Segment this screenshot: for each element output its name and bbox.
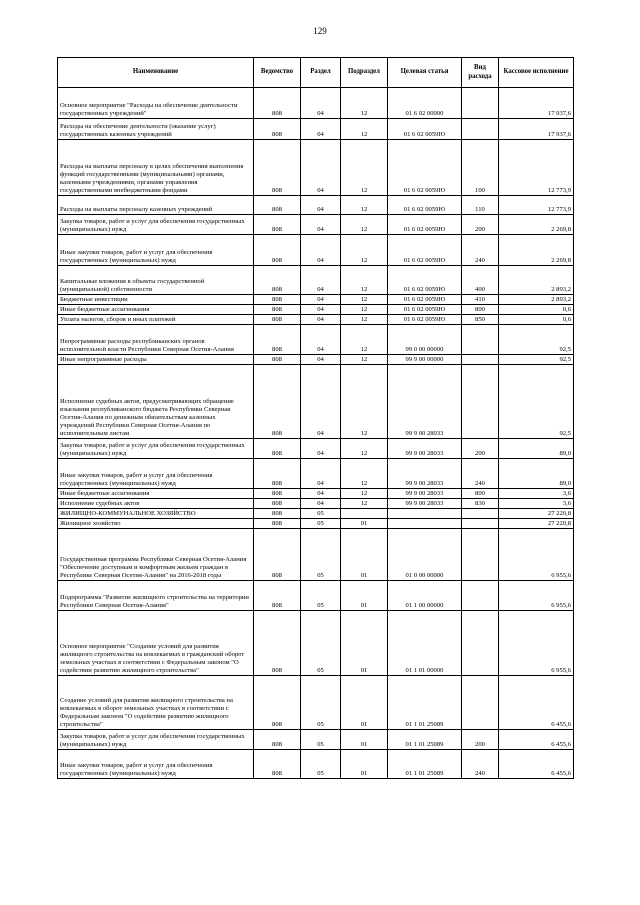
- cell-target-article: 99 0 00 00000: [388, 325, 462, 355]
- header-name: Наименование: [58, 58, 254, 88]
- cell-name: Основное мероприятие "Создание условий для развития жилищного строительства на вовлекаемых в гражданский оборот земельных участках в соответствии с Федеральным законом "О содействии развитию жилищного строительства": [58, 611, 254, 676]
- cell-name: ЖИЛИЩНО-КОММУНАЛЬНОЕ ХОЗЯЙСТВО: [58, 509, 254, 519]
- table-row: [58, 529, 574, 581]
- cell-cash-execution: 2 893,2: [499, 266, 574, 295]
- cell-section: 04: [301, 196, 341, 215]
- cell-subsection: 01: [341, 730, 388, 750]
- cell-expense-type: 240: [462, 235, 499, 266]
- cell-cash-execution: 12 773,9: [499, 140, 574, 196]
- cell-subsection: 12: [341, 88, 388, 119]
- cell-name: Расходы на обеспечение деятельности (оказание услуг) государственных казенных учреждений: [58, 119, 254, 140]
- cell-subsection: 01: [341, 581, 388, 611]
- cell-subsection: 12: [341, 315, 388, 325]
- cell-department: 808: [254, 196, 301, 215]
- cell-subsection: 01: [341, 676, 388, 730]
- cell-section: 04: [301, 140, 341, 196]
- cell-subsection: 12: [341, 196, 388, 215]
- table-row: [58, 119, 574, 140]
- page-number: 129: [313, 26, 327, 36]
- cell-section: 05: [301, 529, 341, 581]
- cell-expense-type: [462, 519, 499, 529]
- header-target-article: Целевая статья: [388, 58, 462, 88]
- table-row: [58, 581, 574, 611]
- cell-name: Закупка товаров, работ и услуг для обеспечения государственных (муниципальных) нужд: [58, 730, 254, 750]
- cell-subsection: 01: [341, 750, 388, 779]
- cell-name: Создание условий для развития жилищного строительства на вовлекаемых в оборот земельных участках в соответствии с Федеральным законом "О содействии развитию жилищного строительства": [58, 676, 254, 730]
- cell-name: Бюджетные инвестиции: [58, 295, 254, 305]
- cell-target-article: [388, 509, 462, 519]
- cell-department: 808: [254, 519, 301, 529]
- table-body: [58, 88, 574, 779]
- cell-section: 05: [301, 611, 341, 676]
- cell-department: 808: [254, 140, 301, 196]
- cell-cash-execution: 2 893,2: [499, 295, 574, 305]
- cell-target-article: 99 9 00 28033: [388, 365, 462, 439]
- cell-expense-type: 400: [462, 266, 499, 295]
- cell-department: 808: [254, 439, 301, 459]
- cell-cash-execution: 6 955,6: [499, 529, 574, 581]
- cell-subsection: 12: [341, 235, 388, 266]
- cell-section: 04: [301, 325, 341, 355]
- cell-department: 808: [254, 88, 301, 119]
- cell-subsection: 01: [341, 519, 388, 529]
- cell-subsection: 12: [341, 305, 388, 315]
- cell-cash-execution: 17 937,6: [499, 88, 574, 119]
- table-row: [58, 140, 574, 196]
- table-row: [58, 730, 574, 750]
- cell-section: 05: [301, 581, 341, 611]
- table-row: [58, 489, 574, 499]
- cell-name: Иные закупки товаров, работ и услуг для обеспечения государственных (муниципальных) нужд: [58, 750, 254, 779]
- cell-department: 808: [254, 315, 301, 325]
- cell-target-article: 01 6 02 0059Ю: [388, 315, 462, 325]
- cell-expense-type: 110: [462, 196, 499, 215]
- cell-target-article: 99 9 00 28033: [388, 459, 462, 489]
- cell-expense-type: 200: [462, 730, 499, 750]
- header-department: Ведомство: [254, 58, 301, 88]
- table-row: [58, 676, 574, 730]
- cell-cash-execution: 27 220,8: [499, 519, 574, 529]
- table-row: [58, 325, 574, 355]
- cell-cash-execution: 27 220,8: [499, 509, 574, 519]
- cell-target-article: 01 6 02 0059Ю: [388, 235, 462, 266]
- cell-section: 04: [301, 489, 341, 499]
- cell-expense-type: [462, 355, 499, 365]
- cell-subsection: 12: [341, 459, 388, 489]
- cell-target-article: 01 1 00 00000: [388, 581, 462, 611]
- cell-target-article: 01 6 02 0059Ю: [388, 295, 462, 305]
- cell-cash-execution: 6 955,6: [499, 581, 574, 611]
- cell-target-article: 01 6 02 0059Ю: [388, 305, 462, 315]
- cell-target-article: 01 6 02 00000: [388, 88, 462, 119]
- table-row: [58, 235, 574, 266]
- cell-cash-execution: 89,0: [499, 439, 574, 459]
- header-section: Раздел: [301, 58, 341, 88]
- cell-expense-type: [462, 611, 499, 676]
- cell-department: 808: [254, 365, 301, 439]
- cell-target-article: 99 9 00 28033: [388, 489, 462, 499]
- header-cash-execution: Кассовое исполнение: [499, 58, 574, 88]
- budget-table: [57, 57, 574, 779]
- cell-name: Непрограммные расходы республиканских органов исполнительной власти Республики Северная Осетия-Алания: [58, 325, 254, 355]
- table-row: [58, 266, 574, 295]
- cell-section: 05: [301, 519, 341, 529]
- cell-name: Исполнение судебных актов: [58, 499, 254, 509]
- cell-target-article: 01 6 02 0059Ю: [388, 140, 462, 196]
- cell-expense-type: 200: [462, 215, 499, 235]
- cell-subsection: 12: [341, 119, 388, 140]
- cell-target-article: [388, 519, 462, 529]
- cell-target-article: 99 9 00 28033: [388, 499, 462, 509]
- cell-expense-type: 100: [462, 140, 499, 196]
- cell-department: 808: [254, 750, 301, 779]
- cell-section: 04: [301, 88, 341, 119]
- cell-department: 808: [254, 676, 301, 730]
- cell-name: Государственная программа Республики Северная Осетия-Алания "Обеспечение доступным и комфортным жильем граждан в Республике Северная Осетия-Алания" на 2016-2018 годы: [58, 529, 254, 581]
- cell-expense-type: [462, 325, 499, 355]
- cell-section: 04: [301, 439, 341, 459]
- cell-subsection: [341, 509, 388, 519]
- cell-section: 04: [301, 266, 341, 295]
- cell-cash-execution: 0,6: [499, 315, 574, 325]
- cell-subsection: 12: [341, 140, 388, 196]
- cell-department: 808: [254, 499, 301, 509]
- cell-name: Подпрограмма "Развитие жилищного строительства на территории Республики Северная Осетия-Алания": [58, 581, 254, 611]
- cell-name: Иные бюджетные ассигнования: [58, 305, 254, 315]
- cell-name: Уплата налогов, сборов и иных платежей: [58, 315, 254, 325]
- table-row: [58, 196, 574, 215]
- cell-department: 808: [254, 611, 301, 676]
- cell-department: 808: [254, 489, 301, 499]
- cell-subsection: 12: [341, 499, 388, 509]
- cell-subsection: 12: [341, 266, 388, 295]
- cell-department: 808: [254, 325, 301, 355]
- cell-cash-execution: 92,5: [499, 355, 574, 365]
- cell-name: Иные бюджетные ассигнования: [58, 489, 254, 499]
- header-expense-type: Вид расхода: [462, 58, 499, 88]
- cell-department: 808: [254, 215, 301, 235]
- cell-department: 808: [254, 266, 301, 295]
- cell-name: Расходы на выплаты персоналу казенных учреждений: [58, 196, 254, 215]
- table-row: [58, 611, 574, 676]
- table-row: [58, 499, 574, 509]
- table-row: [58, 365, 574, 439]
- cell-section: 04: [301, 295, 341, 305]
- cell-subsection: 12: [341, 365, 388, 439]
- cell-cash-execution: 3,6: [499, 499, 574, 509]
- cell-subsection: 01: [341, 611, 388, 676]
- cell-target-article: 01 1 01 25089: [388, 730, 462, 750]
- cell-expense-type: [462, 581, 499, 611]
- table-row: [58, 315, 574, 325]
- cell-expense-type: [462, 529, 499, 581]
- table-row: [58, 519, 574, 529]
- cell-expense-type: 850: [462, 315, 499, 325]
- cell-section: 05: [301, 509, 341, 519]
- cell-expense-type: [462, 88, 499, 119]
- cell-section: 05: [301, 750, 341, 779]
- cell-target-article: 01 0 00 00000: [388, 529, 462, 581]
- header-subsection: Подраздел: [341, 58, 388, 88]
- cell-cash-execution: 3,6: [499, 489, 574, 499]
- cell-expense-type: [462, 676, 499, 730]
- cell-department: 808: [254, 235, 301, 266]
- cell-section: 04: [301, 365, 341, 439]
- cell-cash-execution: 6 455,6: [499, 676, 574, 730]
- cell-department: 808: [254, 295, 301, 305]
- cell-expense-type: 240: [462, 459, 499, 489]
- cell-target-article: 99 9 00 28033: [388, 439, 462, 459]
- cell-subsection: 12: [341, 355, 388, 365]
- cell-section: 04: [301, 235, 341, 266]
- table-row: [58, 439, 574, 459]
- cell-name: Жилищное хозяйство: [58, 519, 254, 529]
- cell-name: Расходы на выплаты персоналу в целях обеспечения выполнения функций государственными (муниципальными) органами, казенными учреждениями, органами управления государственными внебюджетными фондами: [58, 140, 254, 196]
- cell-name: Иные закупки товаров, работ и услуг для обеспечения государственных (муниципальных) нужд: [58, 235, 254, 266]
- cell-target-article: 01 1 01 25089: [388, 676, 462, 730]
- cell-cash-execution: 2 269,8: [499, 215, 574, 235]
- cell-department: 808: [254, 119, 301, 140]
- cell-section: 04: [301, 215, 341, 235]
- cell-cash-execution: 6 455,6: [499, 730, 574, 750]
- cell-section: 05: [301, 676, 341, 730]
- cell-expense-type: 410: [462, 295, 499, 305]
- cell-name: Капитальные вложения в объекты государственной (муниципальной) собственности: [58, 266, 254, 295]
- table-row: [58, 295, 574, 305]
- cell-target-article: 99 9 00 00000: [388, 355, 462, 365]
- cell-target-article: 01 6 02 0059Ю: [388, 215, 462, 235]
- cell-department: 808: [254, 509, 301, 519]
- cell-name: Основное мероприятие "Расходы на обеспечение деятельности государственных учреждений": [58, 88, 254, 119]
- cell-expense-type: 800: [462, 489, 499, 499]
- cell-expense-type: 830: [462, 499, 499, 509]
- cell-department: 808: [254, 305, 301, 315]
- cell-expense-type: 200: [462, 439, 499, 459]
- cell-subsection: 12: [341, 489, 388, 499]
- cell-target-article: 01 6 02 0059Ю: [388, 119, 462, 140]
- cell-subsection: 01: [341, 529, 388, 581]
- cell-section: 04: [301, 315, 341, 325]
- cell-section: 05: [301, 730, 341, 750]
- cell-subsection: 12: [341, 325, 388, 355]
- cell-cash-execution: 6 955,6: [499, 611, 574, 676]
- cell-target-article: 01 1 01 25089: [388, 750, 462, 779]
- cell-expense-type: [462, 509, 499, 519]
- cell-cash-execution: 0,6: [499, 305, 574, 315]
- cell-section: 04: [301, 459, 341, 489]
- table-row: [58, 88, 574, 119]
- cell-name: Закупка товаров, работ и услуг для обеспечения государственных (муниципальных) нужд: [58, 439, 254, 459]
- cell-cash-execution: 2 269,8: [499, 235, 574, 266]
- table-row: [58, 215, 574, 235]
- cell-expense-type: [462, 365, 499, 439]
- cell-section: 04: [301, 305, 341, 315]
- cell-department: 808: [254, 355, 301, 365]
- cell-expense-type: 800: [462, 305, 499, 315]
- cell-name: Закупка товаров, работ и услуг для обеспечения государственных (муниципальных) нужд: [58, 215, 254, 235]
- cell-target-article: 01 1 01 00000: [388, 611, 462, 676]
- table-header-row: [58, 58, 574, 88]
- cell-subsection: 12: [341, 295, 388, 305]
- cell-section: 04: [301, 499, 341, 509]
- table-row: [58, 509, 574, 519]
- table-row: [58, 305, 574, 315]
- cell-section: 04: [301, 119, 341, 140]
- cell-cash-execution: 92,5: [499, 325, 574, 355]
- cell-department: 808: [254, 459, 301, 489]
- cell-cash-execution: 6 455,6: [499, 750, 574, 779]
- cell-name: Иные закупки товаров, работ и услуг для обеспечения государственных (муниципальных) нужд: [58, 459, 254, 489]
- cell-target-article: 01 6 02 0059Ю: [388, 196, 462, 215]
- cell-cash-execution: 89,0: [499, 459, 574, 489]
- cell-target-article: 01 6 02 0059Ю: [388, 266, 462, 295]
- cell-section: 04: [301, 355, 341, 365]
- table-row: [58, 459, 574, 489]
- cell-expense-type: 240: [462, 750, 499, 779]
- cell-subsection: 12: [341, 439, 388, 459]
- table-row: [58, 750, 574, 779]
- cell-subsection: 12: [341, 215, 388, 235]
- cell-expense-type: [462, 119, 499, 140]
- cell-name: Иные непрограммные расходы: [58, 355, 254, 365]
- cell-name: Исполнение судебных актов, предусматривающих обращение взыскания республиканского бюджета Республики Северная Осетия-Алания по денежным обязательствам казенных учреждений Республики Северная Осетия-Алания по исполнительным листам: [58, 365, 254, 439]
- cell-cash-execution: 92,5: [499, 365, 574, 439]
- cell-cash-execution: 12 773,9: [499, 196, 574, 215]
- cell-department: 808: [254, 581, 301, 611]
- cell-department: 808: [254, 730, 301, 750]
- cell-cash-execution: 17 937,6: [499, 119, 574, 140]
- cell-department: 808: [254, 529, 301, 581]
- table-row: [58, 355, 574, 365]
